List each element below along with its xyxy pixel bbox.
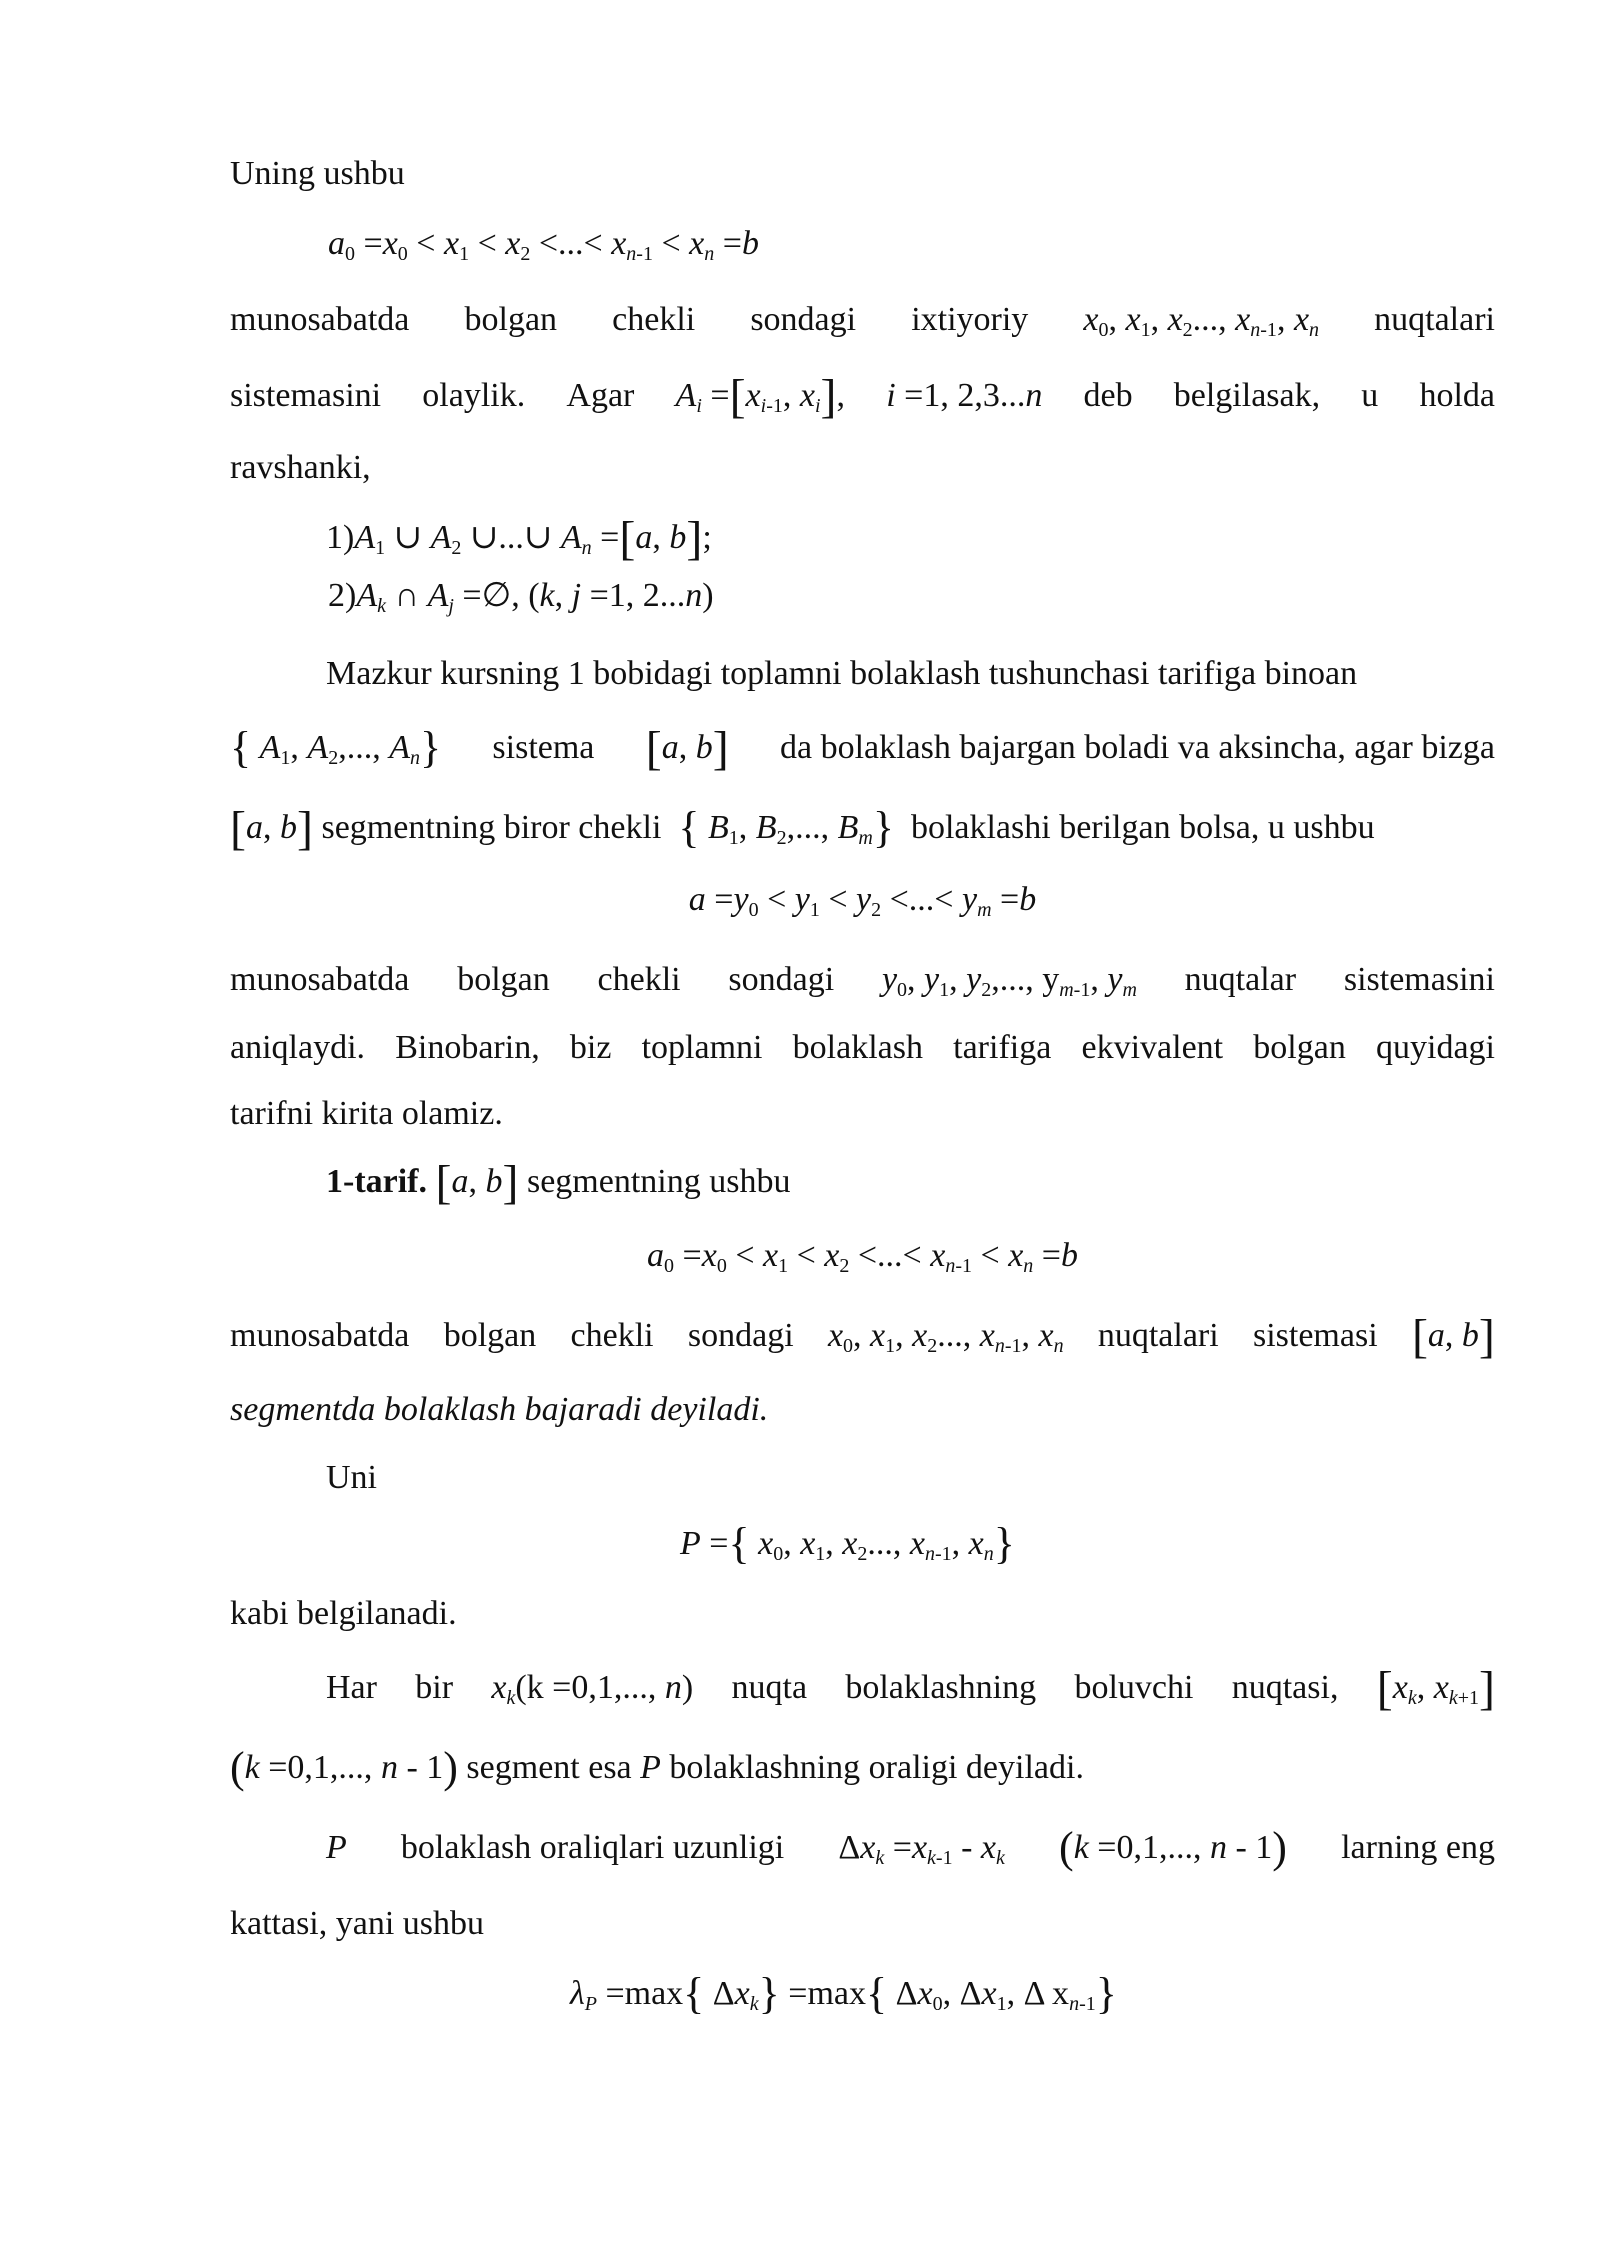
formula-subsegment: [$x_k$, $x_{k+1}$] <box>1376 1662 1495 1715</box>
text: Uni <box>326 1459 377 1496</box>
formula-segment: [a, b] <box>1411 1310 1495 1363</box>
word: munosabatda <box>230 301 410 338</box>
word: nuqta <box>731 1669 808 1706</box>
formula-partition-set: P ={ $x_0$, $x_1$, $x_2$..., $x_{n-1}$, $x_n$} <box>680 1519 1015 1568</box>
word: bolgan <box>457 961 550 998</box>
text: bolaklash oraliqlari uzunligi <box>400 1829 785 1866</box>
word: boluvchi <box>1074 1669 1194 1706</box>
paragraph-line <box>230 370 1495 423</box>
formula-range-k: (k =0,1,..., n - 1) <box>230 1743 458 1792</box>
word: nuqtalari <box>1374 301 1495 338</box>
formula-p: P <box>640 1749 661 1786</box>
word: nuqtasi, <box>1231 1669 1339 1706</box>
paragraph-line <box>230 296 1495 344</box>
word: sistema <box>492 729 595 766</box>
paragraph-line <box>230 802 1495 855</box>
word: bolaklashning <box>845 1669 1037 1706</box>
formula-union: $1)A_1$ ∪ $A_2$ ∪...∪ $A_n =[a$, b]; <box>326 512 712 565</box>
word: belgilasak, <box>1173 377 1321 414</box>
word: ixtiyoriy <box>911 301 1029 338</box>
word: Har <box>326 1669 377 1706</box>
formula-partition: $a_0 =x_0 < x_1 < x_2$ <...< $x_{n-1} < x_n =b$ <box>328 225 759 265</box>
paragraph-line <box>230 1386 1495 1434</box>
word: nuqtalari <box>1097 1317 1219 1354</box>
word: sondagi <box>687 1317 794 1354</box>
word: bolgan <box>464 301 558 338</box>
text: Mazkur kursning 1 bobidagi toplamni bolaklash tushunchasi tarifiga binoan <box>326 655 1358 692</box>
word: sondagi <box>750 301 857 338</box>
word: olaylik. <box>422 377 526 414</box>
formula-segment: [a, b] <box>645 722 729 775</box>
paragraph-line <box>326 1662 1495 1715</box>
formula-segment: [a, b] <box>230 802 313 855</box>
formula-set-b: { $B_1$, $B_2$,..., $B_m$} <box>678 803 894 852</box>
formula-partition-y: $a =y_0 < y_1 < y_2$ <...< $y_m =b$ <box>688 881 1037 921</box>
paragraph-line <box>326 650 1495 698</box>
word: holda <box>1419 377 1495 414</box>
definition-line <box>326 1156 1495 1209</box>
word: sondagi <box>728 961 835 998</box>
text: segmentda bolaklash bajaradi deyiladi. <box>230 1391 769 1428</box>
word: Agar <box>566 377 635 414</box>
word: sistemasi <box>1252 1317 1378 1354</box>
paragraph-line <box>326 1824 1495 1872</box>
text: ravshanki, <box>230 449 371 486</box>
formula-index: i =1, 2,3...n <box>886 377 1043 414</box>
formula-points: $x_0$, $x_1$, $x_2$..., $x_{n-1}$, $x_n$ <box>1083 301 1320 341</box>
text: kabi belgilanadi. <box>230 1595 457 1632</box>
paragraph-line <box>230 1900 1495 1948</box>
formula-p: P <box>326 1829 347 1866</box>
word: chekli <box>612 301 696 338</box>
word: chekli <box>597 961 681 998</box>
formula-points: $x_0$, $x_1$, $x_2$..., $x_{n-1}$, $x_n$ <box>827 1317 1064 1357</box>
word: munosabatda <box>230 961 410 998</box>
paragraph-line <box>230 1590 1495 1638</box>
word: sistemasini <box>1343 961 1495 998</box>
formula-range-k: (k =0,1,..., n - 1) <box>1059 1823 1287 1872</box>
paragraph-line <box>230 956 1495 1004</box>
definition-label: 1-tarif. <box>326 1163 428 1200</box>
paragraph-line <box>230 1090 1495 1138</box>
formula-set-a: { $A_1$, $A_2$,..., $A_n$} <box>230 723 442 772</box>
text: bolaklashi berilgan bolsa, u ushbu <box>910 809 1375 846</box>
text: tarifni kirita olamiz. <box>230 1095 503 1132</box>
text: aniqlaydi. Binobarin, biz toplamni bolaklash tarifiga ekvivalent bolgan quyidagi <box>230 1029 1495 1066</box>
text: da bolaklash bajargan boladi va aksincha, agar bizga <box>779 729 1495 766</box>
formula-interval: $A_i =[x_{i-1}$, $x_i$], <box>675 370 846 423</box>
word: nuqtalar <box>1184 961 1297 998</box>
formula-points-y: $y_0$, $y_1$, $y_2$,..., $y_{m-1}$, $y_m$ <box>881 961 1137 1001</box>
word: chekli <box>570 1317 654 1354</box>
paragraph-line <box>230 722 1495 775</box>
word: sistemasini <box>230 377 382 414</box>
paragraph-line <box>230 1744 1495 1792</box>
text: larning eng <box>1341 1829 1495 1866</box>
paragraph-line <box>230 1024 1495 1072</box>
formula-point-k: $x_k(k =0,1$,..., n) <box>491 1669 694 1709</box>
formula-intersection: $2)A_k$ ∩ $A_j$ =∅, (k, j =1, 2...n) <box>328 577 714 617</box>
word: bolgan <box>443 1317 537 1354</box>
formula-lambda: $\lambda_P =\max${ $\Delta x_k\} =\max${ $\Delta x_0$, $\Delta x_1$, Δ $x_{n-1}$} <box>570 1969 1117 2018</box>
paragraph-line <box>230 150 1495 198</box>
paragraph-line <box>326 1454 1495 1502</box>
word: u <box>1361 377 1379 414</box>
paragraph-line <box>230 444 1495 492</box>
word: bir <box>415 1669 454 1706</box>
text: segment esa <box>466 1749 632 1786</box>
text: segmentning biror chekli <box>321 809 662 846</box>
text: kattasi, yani ushbu <box>230 1905 485 1942</box>
text: bolaklashning oraligi deyiladi. <box>669 1749 1084 1786</box>
text: Uning ushbu <box>230 155 405 192</box>
formula-delta: $\Delta x_k =x_{k-1} - x_k$ <box>838 1829 1005 1869</box>
text: segmentning ushbu <box>526 1163 791 1200</box>
formula-segment: [a, b] <box>435 1156 519 1209</box>
paragraph-line <box>230 1310 1495 1363</box>
word: deb <box>1083 377 1133 414</box>
word: munosabatda <box>230 1317 410 1354</box>
formula-partition: $a_0 =x_0 < x_1 < x_2$ <...< $x_{n-1} < x_n =b$ <box>647 1237 1078 1277</box>
